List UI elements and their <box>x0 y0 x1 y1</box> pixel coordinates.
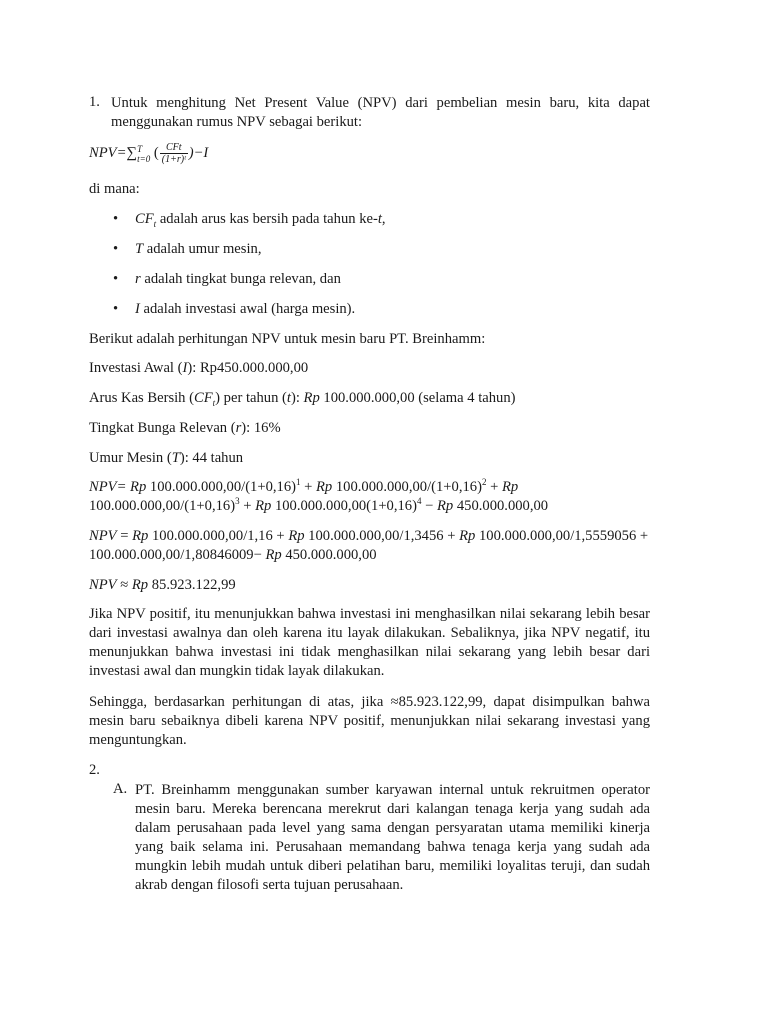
bullet-icon: • <box>113 241 119 257</box>
umur-line: Umur Mesin (T): 44 tahun <box>89 450 244 466</box>
paragraph-conclusion: Sehingga, berdasarkan perhitungan di atas, jika ≈85.923.122,99, dapat disimpulkan bahwa mesin baru sebaiknya dibeli karena NPV positif, menunjukkan nilai sekarang investasi yang menguntungkan. <box>89 694 650 748</box>
arus-kas-line: Arus Kas Bersih $(CF_t)$ per tahun (t): Rp 100.000.000,00 (selama 4 tahun) <box>89 390 516 408</box>
bullet-icon: • <box>113 301 119 317</box>
sum-limits: T t=0 <box>137 143 151 164</box>
investasi-line: Investasi Awal (I): Rp450.000.000,00 <box>89 360 309 376</box>
q2-a-label: A. <box>113 781 128 797</box>
q2-number: 2. <box>89 762 100 778</box>
calc-intro: Berikut adalah perhitungan NPV untuk mesin baru PT. Breinhamm: <box>89 331 486 347</box>
formula-fraction: $\frac{\text{CFt}}{\text{(1+r)ᵗ}}$ <box>161 142 186 165</box>
bullet-icon: • <box>113 271 119 287</box>
npv-calc-line-1: NPV= Rp $100.000.000,00/(1+0,16)^1 + Rp$ $100.000.000,00/(1+0,16)^2 + Rp$ <box>89 477 519 495</box>
bullet-item: r adalah tingkat bunga relevan, dan <box>135 271 341 287</box>
npv-calc-line-2: $100.000.000,00/(1+0,16)^3 + Rp$ $100.000.000,00(1+0,16)^4 - Rp$ 450.000.000,00 <box>89 496 549 514</box>
formula-lhs: NPV= <box>89 144 127 161</box>
npv-calc-line-3: NPV = Rp 100.000.000,00/1,16 + Rp 100.000.000,00/1,3456 + Rp 100.000.000,00/1,5559056 + <box>89 528 649 544</box>
npv-calc-line-4: 100.000.000,00/1,80846009− Rp 450.000.000,00 <box>89 547 377 563</box>
bullet-item: I adalah investasi awal (harga mesin). <box>135 301 356 317</box>
q1-number: 1. <box>89 94 100 110</box>
formula-tail: )−I <box>188 144 209 161</box>
npv-result: NPV ≈ Rp 85.923.122,99 <box>89 577 236 593</box>
npv-formula <box>89 142 208 165</box>
q1-intro: Untuk menghitung Net Present Value (NPV) dari pembelian mesin baru, kita dapat menggunakan rumus NPV sebagai berikut: <box>111 95 650 130</box>
paragraph-npv-explanation: Jika NPV positif, itu menunjukkan bahwa investasi ini menghasilkan nilai sekarang lebih besar dari investasi awalnya dan oleh karena itu layak dilakukan. Sebaliknya, jika NPV negatif, itu menunjukkan bahwa investasi ini tidak menghasilkan nilai sekarang yang lebih besar dari investasi awal dan mungkin tidak layak dilakukan. <box>89 606 650 679</box>
dimana-label: di mana: <box>89 181 140 197</box>
bunga-line: Tingkat Bunga Relevan (r): 16% <box>89 420 281 436</box>
bullet-item: $CF_t$ adalah arus kas bersih pada tahun ke-t, <box>135 211 386 229</box>
bullet-icon: • <box>113 211 119 227</box>
sum-icon: ∑ <box>126 144 138 161</box>
formula-open-paren: ( <box>153 144 159 161</box>
q2-a-text: PT. Breinhamm menggunakan sumber karyawan internal untuk rekruitmen operator mesin baru. Mereka berencana merekrut dari kalangan tenaga kerja yang sudah ada dalam perusahaan pada level yang sama dengan persyaratan utama memiliki kinerja yang baik selama ini. Perusahaan memandang bahwa tenaga kerja yang sudah ada mungkin lebih mudah untuk diberi pelatihan baru, memiliki loyalitas teruji, dan sudah akrab dengan filosofi serta tujuan perusahaan. <box>135 782 650 893</box>
bullet-item: T adalah umur mesin, <box>135 241 262 257</box>
